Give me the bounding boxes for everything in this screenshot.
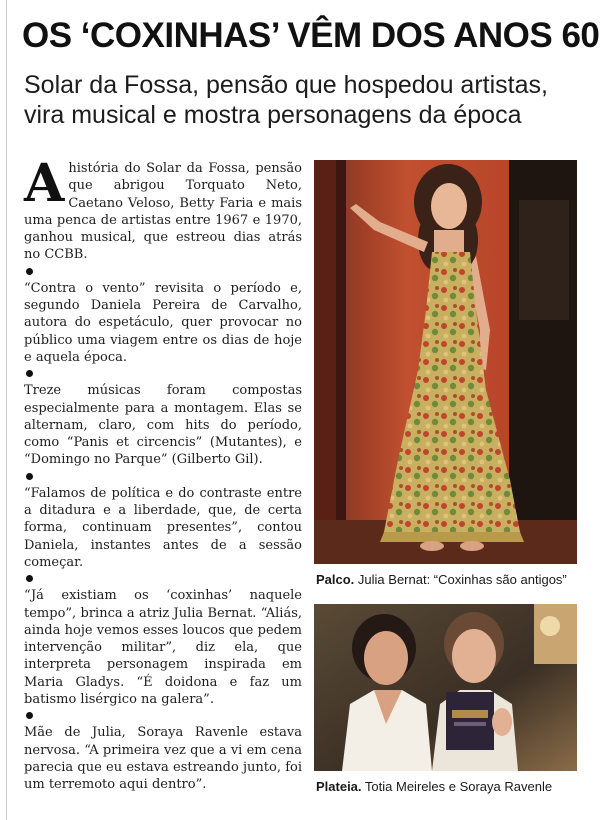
bullet-icon xyxy=(26,370,33,377)
paragraph-5: “Já existiam os ‘coxinhas’ naquele tempo”, brinca a atriz Julia Bernat. “Aliás, ainda hoje vemos esses loucos que pedem intervenção militar”, diz ela, que interpreta personagem inspirada em Maria Gladys. “É doidona e faz um batismo lisérgico na galera”. xyxy=(24,588,302,708)
stage-photo xyxy=(314,160,577,564)
caption-text: Julia Bernat: “Coxinhas são antigos” xyxy=(357,572,567,587)
audience-photo-caption xyxy=(316,779,552,795)
paragraph-1-text: história do Solar da Fossa, pensão que abrigou Torquato Neto, Caetano Veloso, Betty Faria e mais uma penca de artistas entre 1967 e 1970, ganhou musical, que estreou dias atrás no CCBB. xyxy=(24,161,302,263)
paragraph-3: Treze músicas foram compostas especialmente para a montagem. Elas se alternam, claro, com hits do período, como “Panis et circencis” (Mutantes), e “Domingo no Parque” (Gilberto Gil). xyxy=(24,383,302,468)
article-body xyxy=(24,153,302,797)
bullet-icon xyxy=(26,575,33,582)
drop-cap: A xyxy=(24,153,65,214)
caption-text: Totia Meireles e Soraya Ravenle xyxy=(364,779,553,794)
bullet-icon xyxy=(26,268,33,275)
audience-photo-illustration xyxy=(314,604,577,771)
bullet-icon xyxy=(26,712,33,719)
paragraph-6: Mãe de Julia, Soraya Ravenle estava nervosa. “A primeira vez que a vi em cena parecia que eu estava estreando junto, foi um terremoto aqui dentro”. xyxy=(24,725,302,793)
paragraph-4: “Falamos de política e do contraste entre a ditadura e a liberdade, que, de certa forma, continuam presentes”, contou Daniela, instantes antes de a sessão começar. xyxy=(24,485,302,570)
paragraph-2: “Contra o vento” revisita o período e, segundo Daniela Pereira de Carvalho, autora do espetáculo, quer provocar no público uma viagem entre os dias de hoje e aquela época. xyxy=(24,280,302,365)
stage-photo-illustration xyxy=(314,160,577,564)
audience-photo xyxy=(314,604,577,771)
paragraph-1 xyxy=(24,153,302,264)
caption-label: Plateia. xyxy=(316,779,362,794)
bullet-icon xyxy=(26,473,33,480)
stage-photo-caption xyxy=(316,572,567,588)
subheadline: Solar da Fossa, pensão que hospedou artistas, vira musical e mostra personagens da época xyxy=(24,71,548,129)
headline: OS ‘COXINHAS’ VÊM DOS ANOS 60 xyxy=(22,16,600,55)
caption-label: Palco. xyxy=(316,572,355,587)
